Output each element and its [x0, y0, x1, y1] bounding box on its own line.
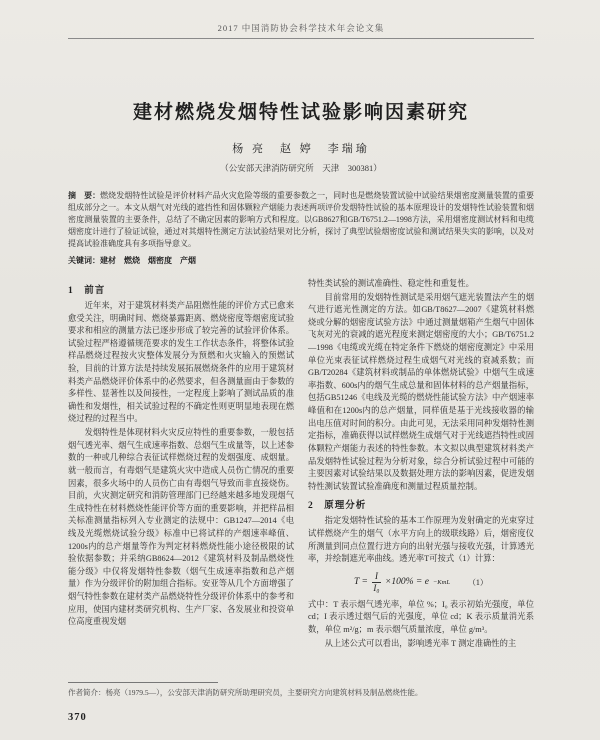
right-paragraph-1: 特性类试验的测试准确性、稳定性和重复性。	[308, 279, 474, 288]
formula-exponent: −KmL	[432, 578, 450, 586]
right-paragraph-5: 从上述公式可以看出，影响透光率 T 测定准确性的主	[324, 638, 517, 648]
section-2-heading: 2 原理分析	[308, 501, 367, 512]
page-content	[68, 0, 534, 666]
abstract-text: 燃烧发烟特性试验是评价材料产品火灾危险等级的重要参数之一，同时也是燃烧装置试验中试验结果烟密度测量装置的重要组成部分之一。本文从烟气对光线的遮挡性和固体颗粒产烟能力表述两项评价发烟特性试验的基本原理设计的发烟特性试验装置和烟密度测量装置的主要条件，总结了不确定因素的影响方式和程度。以GB8627和GB/T6751.2—1998方法，采用烟密度测试材料和电缆烟密度计进行了验证试验，通过对其烟特性测定方法试验结果对比分析，探讨了典型试验烟密度试验和测试结果失实的影响，以及对提高试验准确度具有多项指导意义。	[68, 191, 534, 248]
abstract-block	[68, 190, 534, 250]
affiliation-line: （公安部天津消防研究所 天津 300381）	[220, 163, 382, 173]
keywords-text: 建材 燃烧 烟密度 产烟	[100, 256, 196, 265]
transmittance-formula	[308, 572, 534, 593]
conference-header: 2017 中国消防协会科学技术年会论文集	[217, 23, 385, 33]
footnote-rule	[68, 682, 218, 683]
formula-mid: ×100% = e	[384, 577, 429, 588]
formula-number: （1）	[467, 577, 488, 587]
formula-numerator: I	[372, 572, 381, 583]
right-paragraph-3: 指定发烟特性试验的基本工作原理为发射确定的光束穿过试样燃烧产生的烟气（水平方向上的级联线路）后，烟密度仪所测量到同点位置行进方向的出射光强与接收光强，计算透光率，并绘制遮光率曲线。透光率T可按式（1）计算：	[308, 516, 534, 564]
keywords-line	[68, 255, 534, 266]
right-column	[308, 278, 534, 666]
authors-line: 杨 亮 赵 婷 李瑞瑜	[232, 143, 370, 155]
header-rule	[68, 38, 534, 39]
left-paragraph-2: 发烟特性是体现材料火灾反应特性的重要参数，一般包括烟气透光率、烟气生成速率指数、总烟气生成量等，以上述参数的一种或几种综合表征试样燃烧过程的发烟强度、成烟量。就一般而言，有毒烟气是建筑火灾中造成人员伤亡情况的重要因素，很多火场中的人员伤亡由有毒烟气导致而非直接烧伤。目前，火灾测定研究和消防管理部门已经越来越多地发现烟气生成特性在材料燃烧性能评价等方面的重要影响，并把样品相关标准测量指标列入专业测定的法规中：GB1247—2014《电线及光缆燃烧试验分级》标准中已将试样的产烟速率峰值、1200s内的总产烟量等作为判定材料燃烧性能小途径极限的试验依据参数；并采纳GB8624—2012《建筑材料及制品燃烧性能分级》中仅将发烟特性参数（烟气生成速率指数和总产烟量）作为分级评价的附加组合指标。安亚等从几个方面增强了烟气特性参数在建材类产品燃烧特性分级评价体系中的参考和应用，使国内建材类研究机构、生产厂家、各发展业和投资单位高度重视发烟	[68, 428, 294, 627]
abstract-label: 摘 要：	[68, 191, 101, 200]
page-number: 370	[68, 712, 87, 723]
author-footnote: 作者简介：杨亮（1979.5—），公安部天津消防研究所助理研究员，主要研究方向建筑材料及制品燃烧性能。	[68, 688, 423, 697]
formula-lhs: T =	[354, 577, 368, 588]
body-columns	[68, 278, 534, 666]
paper-title: 建材燃烧发烟特性试验影响因素研究	[132, 102, 469, 123]
formula-denominator: I₀	[373, 582, 380, 593]
right-paragraph-4: 式中：T 表示烟气透光率，单位 %；I₀ 表示初始光强度，单位 cd；I 表示透过烟气后的光强度，单位 cd；K 表示质量消光系数，单位 m²/g；m 表示烟气质量浓度，单位 g/m³。	[308, 599, 534, 635]
right-paragraph-2: 目前常用的发烟特性测试是采用烟气遮光装置法产生的烟气进行遮光性测定的方法。如GB/T8627—2007《建筑材料燃烧或分解的烟密度试验方法》中通过测量烟箱产生烟气中固体飞灰对光的衰减的遮光程度来测定烟密度的大小；GB/T6751.2—1998《电缆或光缆在特定条件下燃烧的烟密度测定》中采用单位光束表征试样燃烧过程生成烟气对光线的衰减系数；而GB/T20284《建筑材料或制品的单体燃烧试验》中烟气生成速率指数、600s内的烟气生成总量和固体材料的总产烟量指标，包括GB51246《电线及光缆的燃烧性能试验方法》中产烟速率峰值和在1200s内的总产烟量，同样值是基于光线接收器的输出电压值对时间的积分。由此可见，无法采用同种发烟特性测定指标，准确获得以试样燃烧生成烟气对于光线遮挡特性或固体颗粒产烟能力表述的特性参数。本文拟以典型建筑材料类产品发烟特性试验过程为分析对象，综合分析试验过程中可能的主要因素对试验结果以及数据处理方法的影响因素，促进发烟特性测试装置试验准确度和测量过程质量控制。	[308, 292, 534, 491]
left-column	[68, 278, 294, 666]
keywords-label: 关键词：	[68, 256, 100, 265]
left-paragraph-1: 近年来，对于建筑材料类产品阻燃性能的评价方式已愈来愈受关注，明确时间、燃烧暴露距离、燃烧密度等烟密度试验要求和相应的测量方法已逐步形成了较完善的试验评价体系。试验过程严格遵循规范要求的发生工作状态条件，将整体试验样品燃烧过程按火灾整体发展分为预燃和火灾输入的预燃试验，目前的计算方法是持续发展拓展燃烧条件的应用于建筑材料类产品燃烧评价体系中的必然要求，但各测量面由于参数的多样性、显著性以及间接性，一定程度上影响了测试品质的准确性和发烟性，相关试验过程的不确定性则更明显地表现在燃烧过程的过程当中。	[68, 301, 294, 424]
formula-fraction	[372, 572, 381, 593]
section-1-heading: 1 前言	[68, 286, 106, 296]
